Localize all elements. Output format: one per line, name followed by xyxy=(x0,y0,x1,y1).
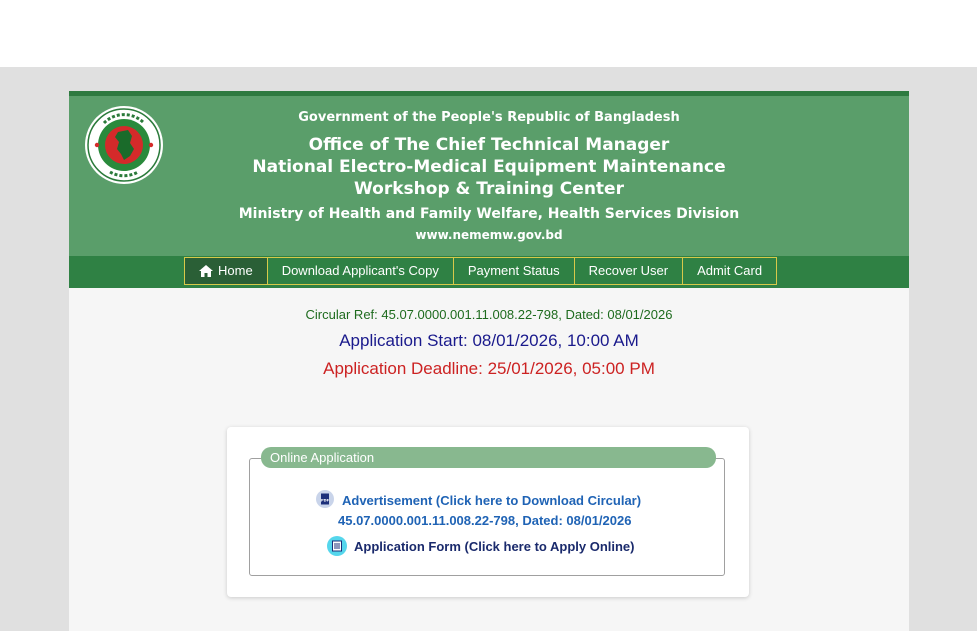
main-navigation xyxy=(69,256,909,288)
circular-reference: Circular Ref: 45.07.0000.001.11.008.22-798, Dated: 08/01/2026 xyxy=(305,307,673,322)
website-line: www.nememw.gov.bd xyxy=(415,228,563,242)
page-background xyxy=(0,67,977,631)
application-form-label: Application Form (Click here to Apply Online) xyxy=(354,539,635,554)
nav-item-recover-user[interactable] xyxy=(574,257,683,285)
government-line: Government of the People's Republic of Bangladesh xyxy=(298,110,680,125)
nav-item-download-label: Download Applicant's Copy xyxy=(281,263,439,278)
office-title-line-2: National Electro-Medical Equipment Maintenance xyxy=(252,157,726,177)
advertisement-link[interactable] xyxy=(316,491,641,531)
home-icon xyxy=(199,265,213,277)
main-container xyxy=(69,91,909,631)
office-title-line-1: Office of The Chief Technical Manager xyxy=(308,135,670,155)
pdf-icon xyxy=(316,490,334,508)
ministry-line: Ministry of Health and Family Welfare, Health Services Division xyxy=(238,206,740,222)
nav-item-home-label: Home xyxy=(218,263,253,278)
nav-item-admit-card[interactable] xyxy=(682,257,777,285)
advertisement-reference: 45.07.0000.001.11.008.22-798, Dated: 08/01/2026 xyxy=(338,513,632,528)
advertisement-label: Advertisement (Click here to Download Circular) xyxy=(342,493,642,508)
online-application-card xyxy=(227,427,749,597)
site-header xyxy=(69,91,909,256)
nav-item-home[interactable] xyxy=(184,257,268,285)
nav-item-admit-label: Admit Card xyxy=(697,263,763,278)
svg-text:PDF: PDF xyxy=(320,498,330,503)
nav-item-recover-label: Recover User xyxy=(588,263,669,278)
application-form-icon xyxy=(327,536,347,556)
nav-item-payment-label: Payment Status xyxy=(467,263,560,278)
office-title-line-3: Workshop & Training Center xyxy=(354,179,624,199)
browser-top-blank xyxy=(0,0,977,67)
nav-item-download-applicants-copy[interactable] xyxy=(267,257,454,285)
nav-item-payment-status[interactable] xyxy=(453,257,575,285)
online-application-legend: Online Application xyxy=(261,447,716,468)
application-start: Application Start: 08/01/2026, 10:00 AM xyxy=(339,331,639,350)
application-deadline: Application Deadline: 25/01/2026, 05:00 PM xyxy=(323,359,655,378)
application-form-link[interactable] xyxy=(327,539,634,556)
